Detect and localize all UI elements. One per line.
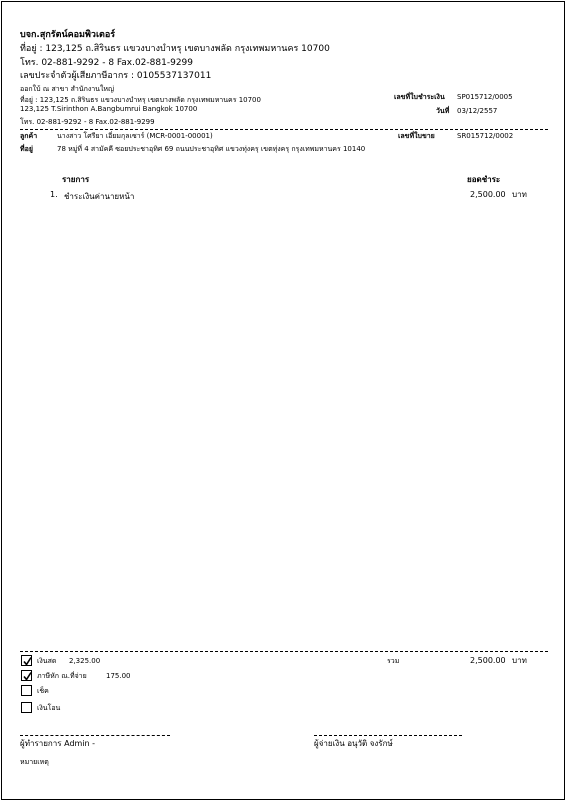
row-number: 1.	[50, 190, 58, 199]
date-label: วันที่	[436, 107, 450, 115]
cheque-checkbox[interactable]	[21, 685, 32, 696]
total-label: รวม	[387, 657, 400, 665]
note-label: หมายเหตุ	[20, 758, 49, 766]
total-unit: บาท	[512, 656, 527, 665]
row-description: ชำระเงินค่านายหน้า	[64, 192, 135, 201]
withholding-checkbox[interactable]	[21, 670, 32, 681]
divider-bottom	[20, 651, 548, 652]
receiver-name: ผู้จ่ายเงิน อนุวัติ จงรักษ์	[314, 739, 393, 748]
column-header-amount: ยอดชำระ	[467, 175, 501, 184]
preparer-name: ผู้ทำรายการ Admin -	[20, 739, 96, 748]
divider-top	[20, 129, 548, 130]
branch-address-th: ที่อยู่ : 123,125 ถ.สิรินธร แขวงบางบำหรุ เขตบางพลัด กรุงเทพมหานคร 10700	[20, 96, 261, 104]
branch-address-en: 123,125 T.Sirinthon A.Bangbumrui Bangkok 10700	[20, 105, 198, 113]
branch-issued-at: ออกใบ้ ณ สาขา สำนักงานใหญ่	[20, 85, 114, 93]
branch-phone: โทร. 02-881-9292 - 8 Fax.02-881-9299	[20, 118, 155, 126]
customer-address-label: ที่อยู่	[20, 145, 33, 153]
customer-address: 78 หมู่ที่ 4 สามัคคี ซอยประชาอุทิศ 69 ถนนประชาอุทิศ แขวงทุ่งครุ เขตทุ่งครุ กรุงเทพมหานคร 10140	[57, 145, 366, 153]
column-header-item: รายการ	[62, 175, 90, 184]
company-tax-id: เลขประจำตัวผู้เสียภาษีอากร : 0105537137011	[20, 71, 212, 81]
company-phone: โทร. 02-881-9292 - 8 Fax.02-881-9299	[20, 58, 193, 68]
receiver-signature-line	[314, 735, 462, 736]
preparer-signature-line	[20, 735, 170, 736]
row-unit: บาท	[512, 190, 527, 199]
company-address: ที่อยู่ : 123,125 ถ.สิรินธร แขวงบางบำหรุ เขตบางพลัด กรุงเทพมหานคร 10700	[20, 44, 330, 54]
total-amount: 2,500.00	[470, 656, 506, 665]
withholding-value: 175.00	[106, 672, 131, 680]
receipt-no-label: เลขที่ใบชำระเงิน	[394, 93, 445, 101]
customer-name: นางสาว โศรียา เอี่ยมกุลเซาร์ (MCR-0001-00001)	[57, 132, 213, 140]
transfer-checkbox[interactable]	[21, 702, 32, 713]
withholding-label: ภาษีหัก ณ.ที่จ่าย	[37, 672, 87, 680]
checkmark-icon	[22, 656, 33, 667]
cash-value: 2,325.00	[69, 657, 101, 665]
transfer-label: เงินโอน	[37, 704, 61, 712]
company-name: บจก.สุกรัตน์คอมพิวเตอร์	[20, 30, 116, 40]
row-amount: 2,500.00	[470, 190, 506, 199]
cash-label: เงินสด	[37, 657, 57, 665]
receipt-no: SP015712/0005	[457, 93, 513, 101]
customer-label: ลูกค้า	[20, 132, 38, 140]
invoice-no-label: เลขที่ใบขาย	[398, 132, 435, 140]
doc-date: 03/12/2557	[457, 107, 498, 115]
cheque-label: เช็ค	[37, 687, 49, 695]
invoice-no: SR015712/0002	[457, 132, 514, 140]
checkmark-icon	[22, 671, 33, 682]
cash-checkbox[interactable]	[21, 655, 32, 666]
